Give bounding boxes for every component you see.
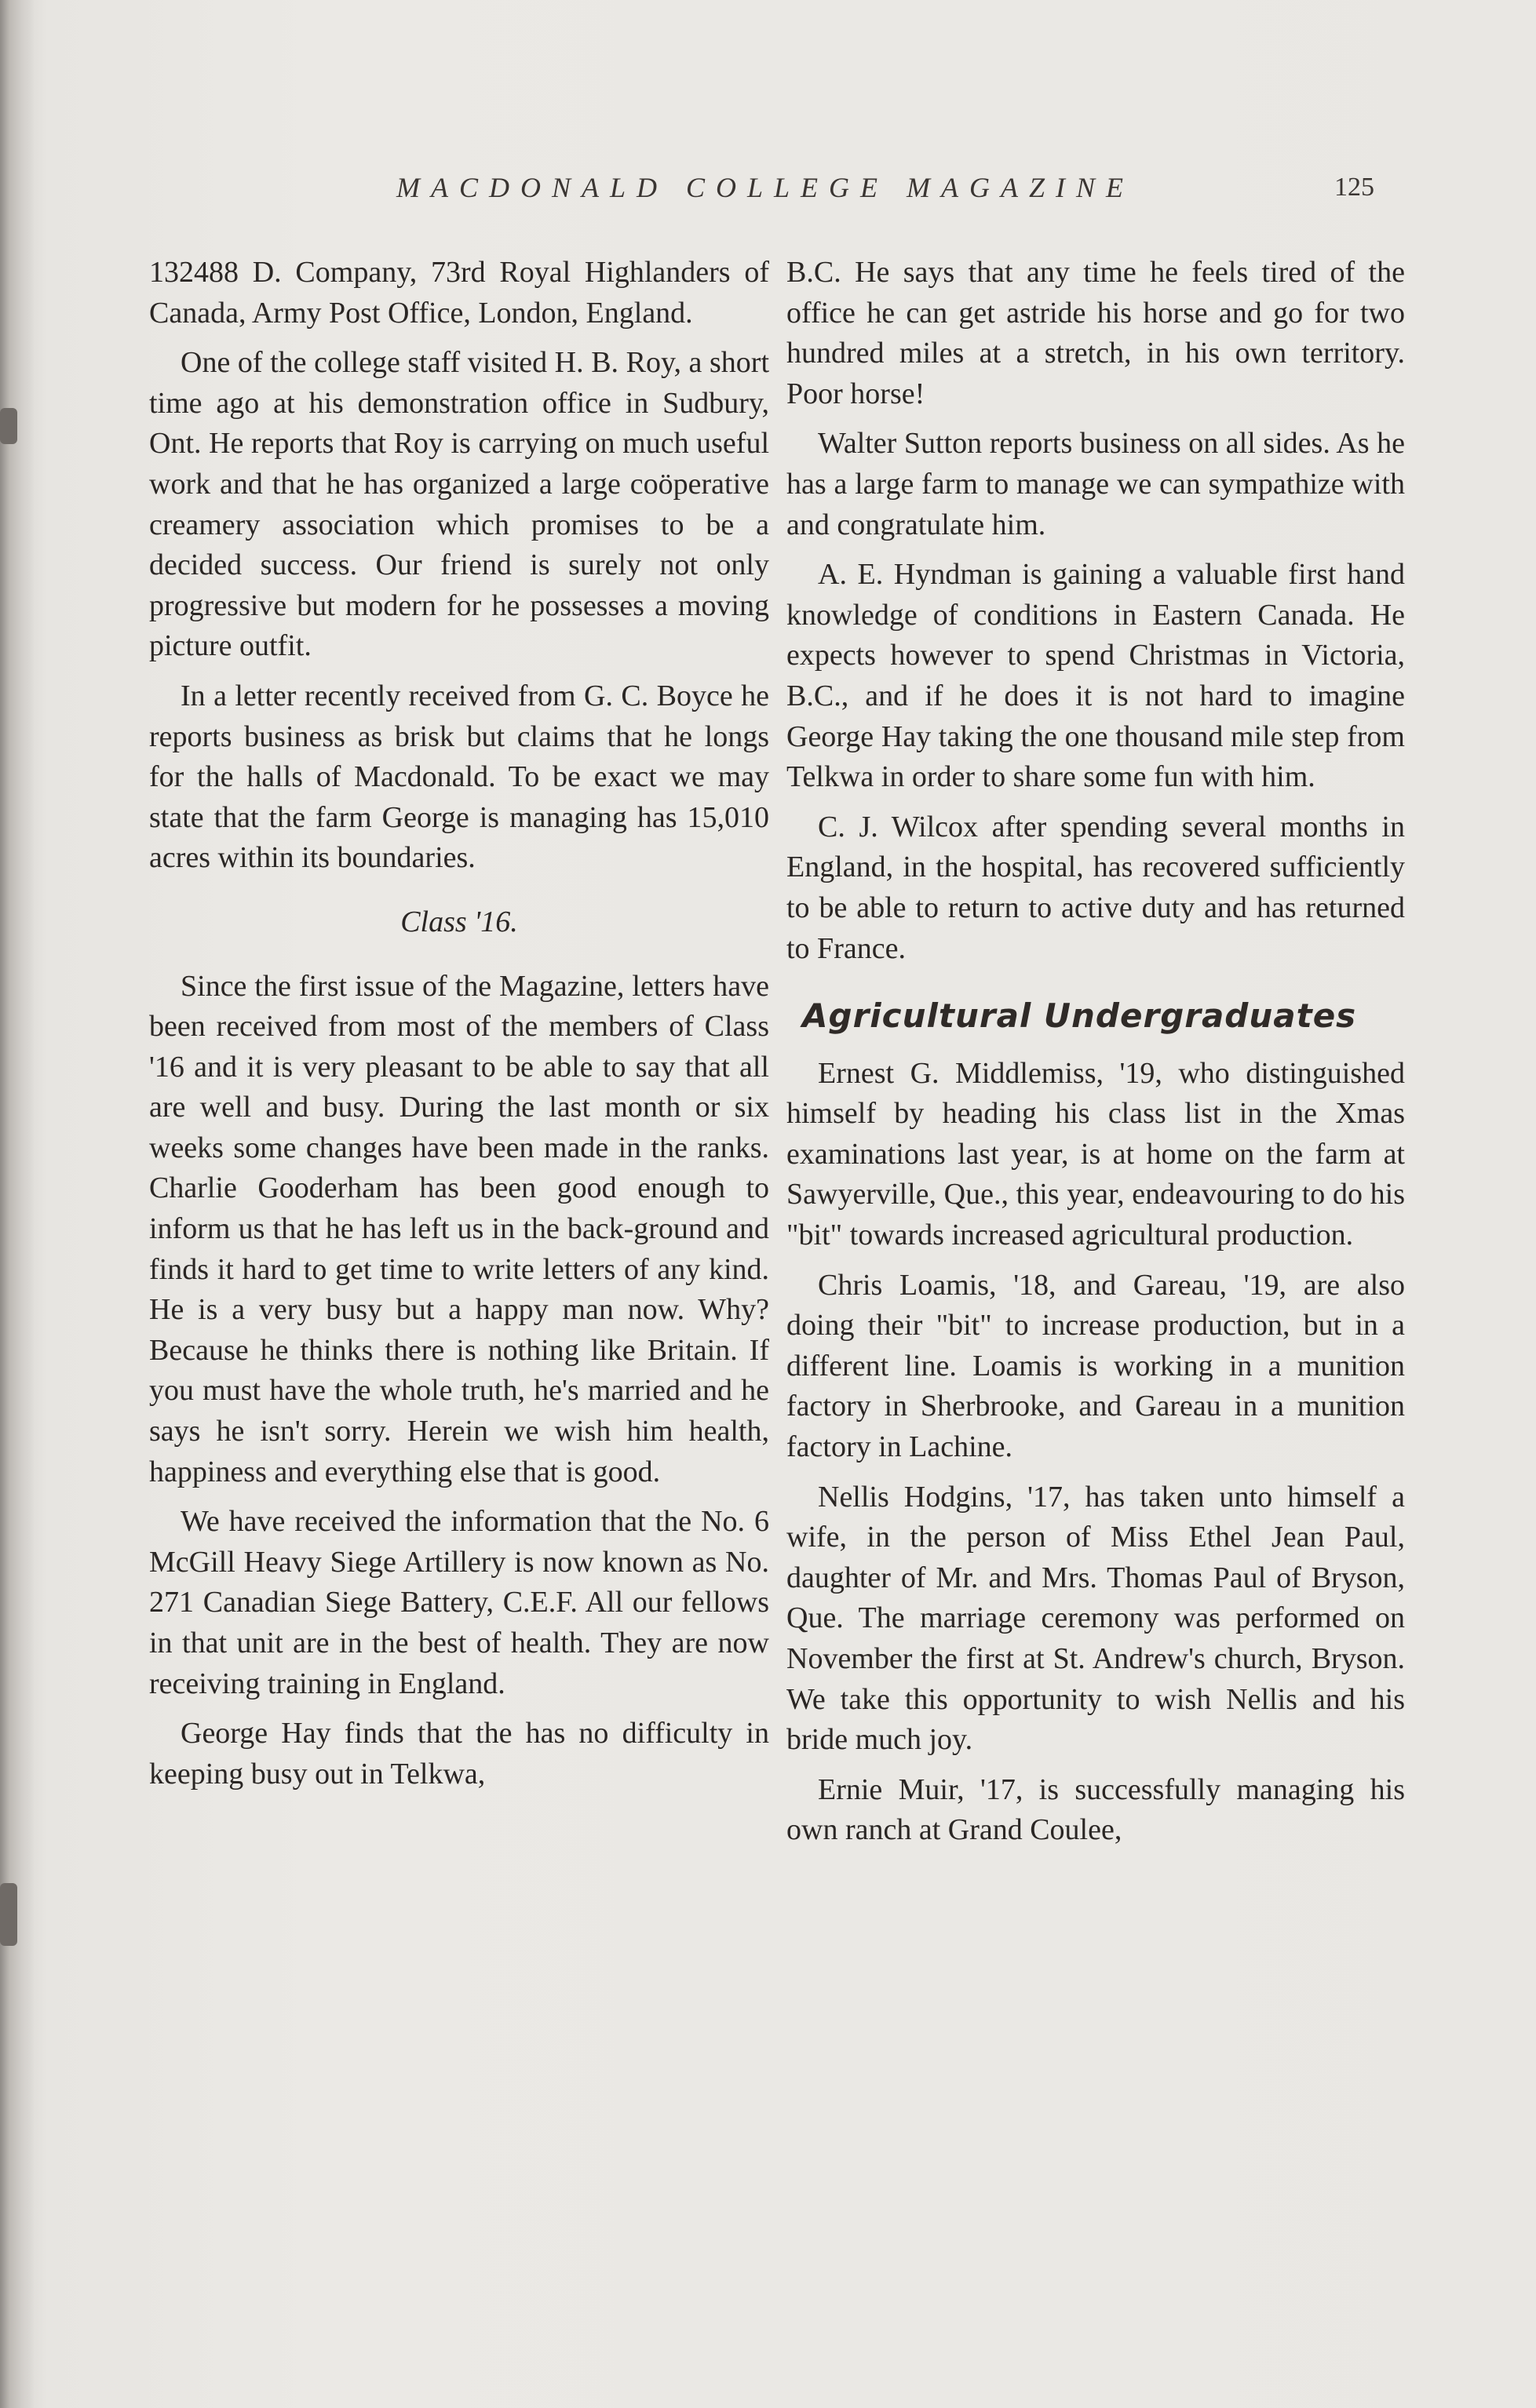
page-binding-edge bbox=[0, 0, 35, 2408]
binding-mark bbox=[0, 1883, 17, 1946]
paragraph: Nellis Hodgins, '17, has taken unto himself a wife, in the person of Miss Ethel Jean Paul, daughter of Mr. and Mrs. Thomas Paul of Bryson, Que. The marriage ceremony was performed on November the first at St. Andrew's church, Bryson. We take this opportunity to wish Nellis and his bride much joy. bbox=[786, 1480, 1405, 1757]
paragraph: A. E. Hyndman is gaining a valuable first hand knowledge of conditions in Eastern Canada. He expects however to spend Christmas in Victoria, B.C., and if he does it is not hard to imagine George Hay taking the one thousand mile step from Telkwa in order to share some fun with him. bbox=[786, 558, 1405, 794]
binding-mark bbox=[0, 408, 17, 444]
paragraph: Walter Sutton reports business on all sides. As he has a large farm to manage we can sympathize with and congratulate him. bbox=[786, 427, 1405, 541]
paragraph: We have received the information that the No. 6 McGill Heavy Siege Artillery is now known as No. 271 Canadian Siege Battery, C.E.F. All our fellows in that unit are in the best of health. They are now receiving training in England. bbox=[149, 1505, 769, 1700]
paragraph: Since the first issue of the Magazine, letters have been received from most of the members of Class '16 and it is very pleasant to be able to say that all are well and busy. During the last month or six weeks some changes have been made in the ranks. Charlie Gooderham has been good enough to inform us that he has left us in the back-ground and finds it hard to get time to write letters of any kind. He is a very busy but a happy man now. Why? Because he thinks there is nothing like Britain. If you must have the whole truth, he's married and he says he isn't sorry. Herein we wish him health, happiness and everything else that is good. bbox=[149, 969, 769, 1488]
section-heading: Agricultural Undergraduates bbox=[802, 996, 1357, 1036]
paragraph: C. J. Wilcox after spending several months in England, in the hospital, has recovered sufficiently to be able to return to active duty and has returned to France. bbox=[786, 810, 1405, 965]
left-column bbox=[149, 253, 769, 1804]
paragraph: Ernie Muir, '17, is successfully managing his own ranch at Grand Coulee, bbox=[786, 1772, 1405, 1847]
page-number: 125 bbox=[1334, 173, 1374, 202]
paragraph: George Hay finds that the has no difficulty in keeping busy out in Telkwa, bbox=[149, 1717, 769, 1791]
paragraph: 132488 D. Company, 73rd Royal Highlanders of Canada, Army Post Office, London, England. bbox=[149, 256, 769, 330]
right-column bbox=[786, 253, 1405, 1860]
paragraph: Chris Loamis, '18, and Gareau, '19, are also doing their "bit" to increase production, but in a different line. Loamis is working in a munition factory in Sherbrooke, and Gareau in a munition factory in Lachine. bbox=[786, 1268, 1405, 1464]
class-heading: Class '16. bbox=[400, 905, 518, 938]
paragraph: Ernest G. Middlemiss, '19, who distinguished himself by heading his class list in the Xmas examinations last year, is at home on the farm at Sawyerville, Que., this year, endeavouring to do his "bit" towards increased agricultural production. bbox=[786, 1056, 1405, 1252]
paragraph: In a letter recently received from G. C. Boyce he reports business as brisk but claims that he longs for the halls of Macdonald. To be exact we may state that the farm George is managing has 15,010 acres within its boundaries. bbox=[149, 679, 769, 875]
paragraph: One of the college staff visited H. B. Roy, a short time ago at his demonstration office in Sudbury, Ont. He reports that Roy is carrying on much useful work and that he has organized a large coöperative creamery association which promises to be a decided success. Our friend is surely not only progressive but modern for he possesses a moving picture outfit. bbox=[149, 346, 769, 663]
running-header: MACDONALD COLLEGE MAGAZINE bbox=[396, 172, 1135, 203]
paragraph: B.C. He says that any time he feels tired of the office he can get astride his horse and go for two hundred miles at a stretch, in his own territory. Poor horse! bbox=[786, 256, 1405, 410]
